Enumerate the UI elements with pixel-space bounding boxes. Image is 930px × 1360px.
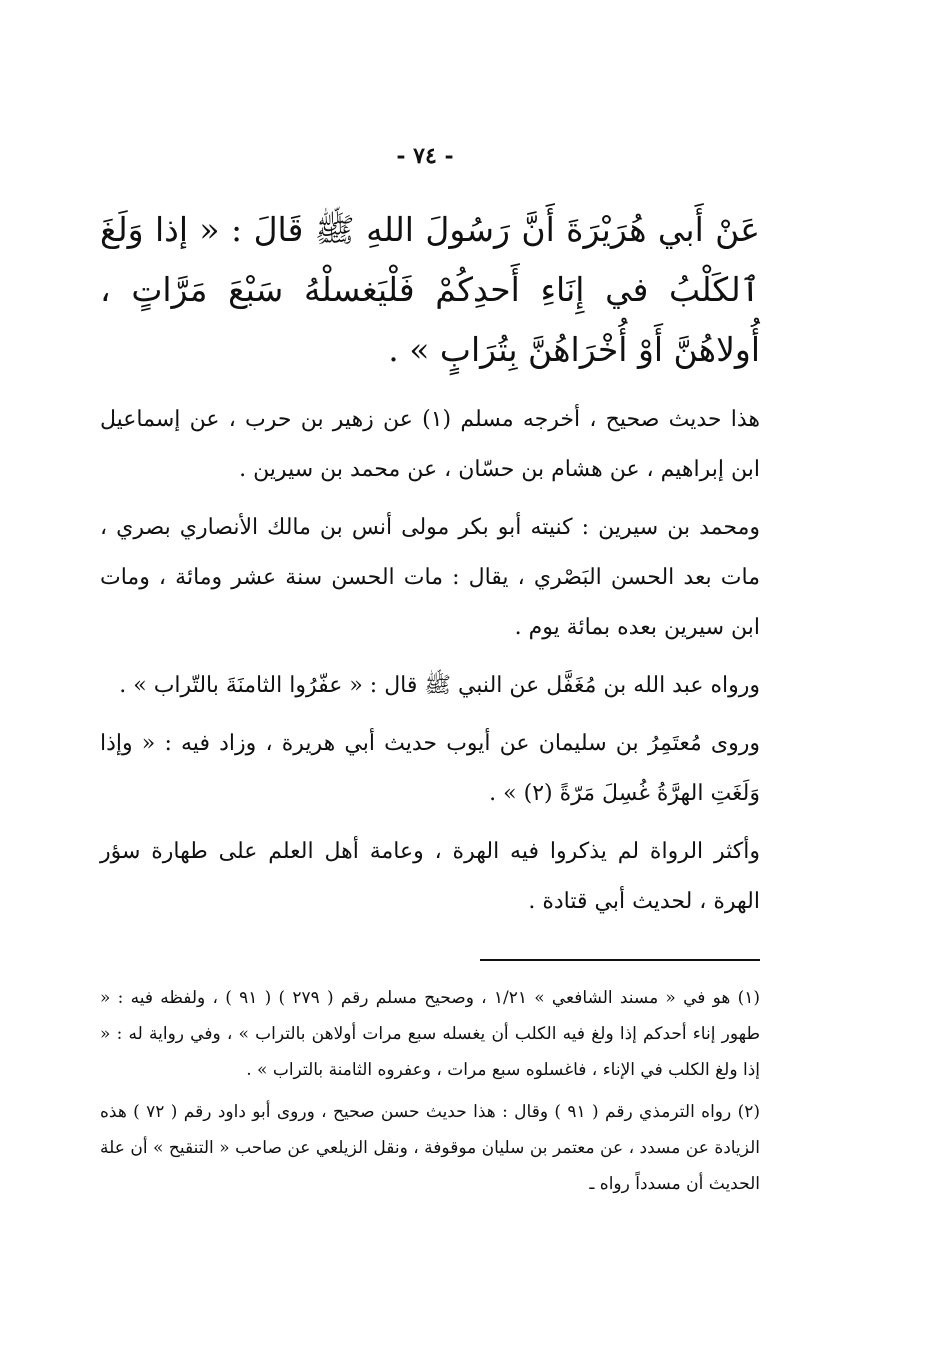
paragraph-cat-ruling: وأكثر الرواة لم يذكروا فيه الهرة ، وعامة أهل العلم على طهارة سؤر الهرة ، لحديث أبي قتادة . [100,839,760,914]
paragraph-mutamir: وروى مُعتَمِرُ بن سليمان عن أيوب حديث أبي هريرة ، وزاد فيه : « وإذا وَلَغَتِ الهرَّةُ غُسِلَ مَرّةً (٢) » . [100,731,760,806]
paragraph-ibn-mughaffal: ورواه عبد الله بن مُغَفَّل عن النبي ﷺ قال : « عفّرُوا الثامنَةَ بالتّراب » . [119,673,760,698]
main-text [100,395,760,935]
paragraph-ibn-sirin: ومحمد بن سيرين : كنيته أبو بكر مولى أنس بن مالك الأنصاري بصري ، مات بعد الحسن البَصْري ، يقال : مات الحسن سنة عشر ومائة ، ومات ابن سيرين بعده بمائة يوم . [100,515,760,640]
footnote-2: (٢) رواه الترمذي رقم ( ٩١ ) وقال : هذا حديث حسن صحيح ، وروى أبو داود رقم ( ٧٢ ) هذه الزيادة عن مسدد ، عن معتمر بن سليان موقوفة ، ونقل الزيلعي عن صاحب « التنقيح » أن علة الحديث أن مسدداً رواه ـ [100,1102,760,1194]
paragraph-isnad: هذا حديث صحيح ، أخرجه مسلم (١) عن زهير بن حرب ، عن إسماعيل ابن إبراهيم ، عن هشام بن حسّان ، عن محمد بن سيرين . [100,407,760,482]
footnotes [100,980,760,1208]
page-number: - ٧٤ - [396,143,454,169]
hadith-text: عَنْ أَبي هُرَيْرَةَ أَنَّ رَسُولَ اللهِ ﷺ قَالَ : « إذا وَلَغَ ٱلكَلْبُ في إِنَاءِ أَحدِكُمْ فَلْيَغسلْهُ سَبْعَ مَرَّاتٍ ، أُولاهُنَّ أَوْ أُخْرَاهُنَّ بِتُرَابٍ » . [100,210,760,369]
footnote-divider [480,959,760,961]
footnote-1: (١) هو في « مسند الشافعي » ١/٢١ ، وصحيح مسلم رقم ( ٢٧٩ ) ( ٩١ ) ، ولفظه فيه : « طهور إناء أحدكم إذا ولغ فيه الكلب أن يغسله سبع مرات أولاهن بالتراب » ، وفي رواية له : « إذا ولغ الكلب في الإناء ، فاغسلوه سبع مرات ، وعفروه الثامنة بالتراب » . [100,988,761,1080]
